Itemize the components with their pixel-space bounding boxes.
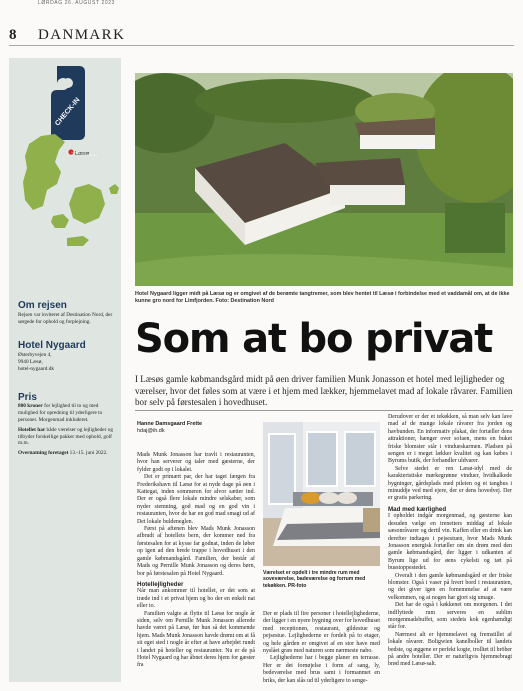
bornholm-shape (109, 184, 119, 194)
pris-item (18, 427, 114, 447)
zealand-shape (69, 184, 105, 224)
main-photo-caption: Hotel Nygaard ligger midt på Læsø og er omgivet af de berømte tangtremer, som blev hentet til Læsø i forbindelse med et vaddamål om, at de ikke kunne gro nord for Limfjorden. Foto: Destination Nord (135, 291, 510, 304)
laeso-label: Læsø (75, 151, 90, 157)
subheading: Hotellejligheder (137, 580, 184, 588)
hotel-address-line: 9940 Læsø, (18, 358, 43, 365)
article-paragraph: Overalt i den gamle købmandsgård er der friske blomster. Også i vaser på hvert bord i restauranten, og det giver igen en fornemmelse af at være velkommen, og at nogen har gjort sig umage. (388, 572, 512, 601)
article-paragraph: Lejlighederne har i begge planer en terrasse. Her er det fornøjelse i form af sang, ly, bedeværelse med brus samt i formanmet en briks, der kan slås ud til yderligere to senge- (263, 655, 380, 684)
check-in-label: CHECK-IN (54, 96, 82, 128)
jutland-shape (23, 134, 65, 210)
article-paragraph: Selve stedet er ren Læsø-idyl med de karakteristiske mørkegrønne vinduer, hvidkalkede bygninger, gårdsplads med pileien og et tangbus i minuddje ved med ejere, der er dens hovedvej. Der er gratis parkering. (388, 465, 512, 502)
pris-item (18, 450, 114, 457)
article-paragraph: I opholdet indgår morgenmad, og gæsterne kan desuden vælge en trenetters middag af lokale sæsonråvarer og dertil vin. Kaffen eller en drink kan derefter indtages i pejsestuen, hvor Mads Munk Jonasson energisk fortæller om sin drøm med den gamle købmandsgård, der ligger i udkanten af Byrum lige ud for øens cykelsti og tæt på busstoppestedet. (388, 513, 512, 572)
section-title: DANMARK (38, 27, 126, 43)
pris-item-text: 13.-15. juni 2022. (68, 450, 108, 457)
byline-email[interactable]: hdaj@ih.dk (137, 428, 165, 434)
article-paragraph: Der er plads til fire personer i hotellejlighederne, der ligger i en nyere bygning over for hovedhuset med receptionen, restaurant, gildestue og pejsestue. Lejlighederne er fordelt på to etager, og hele gården er omgivet af en stor have med nyslået græs med naturen som nærmeste nabo. (263, 611, 380, 655)
room-photo (263, 422, 380, 566)
article-column-1 (137, 452, 255, 670)
pris-item-text: både værelser og lejligheder og tilbyder forskellige pakker med ophold, golf m.m. (18, 426, 114, 447)
lead-paragraph: I Læsøs gamle købmandsgård midt på øen driver familien Munk Jonasson et hotel med lejligheder og værelser, hvor det føles som at være i et hjem med lækker, hjemmelavet mad af lokale råvarer. Familien bor selv på førstesalen i hovedhuset. (135, 374, 513, 408)
lolland-shape (67, 236, 89, 246)
door-hanger-hole-icon (63, 78, 73, 88)
denmark-map (9, 58, 121, 283)
article-paragraph: Familien valgte at flytte til Læsø for nogle år siden, selv om Pernille Munk Jonasson allerede havde været på Læsø, før hun så det kommende hjem. Mads Munk Jonasson havde drømt om at få sit eget sted i nogle år efter at have arbejdet rundt i landet på hoteller og restauranter. Nu er de på Hotel Nygaard og har åbnet deres hjem for gæster fra (137, 610, 255, 669)
date-line: LØRDAG 26. AUGUST 2023 (38, 0, 116, 6)
byline (137, 421, 202, 435)
byline-name: Hanne Damsgaard Frette (137, 421, 203, 427)
subheading: Mad med kærlighed (388, 505, 447, 513)
room-photo-caption: Værelset er opdelt i tre mindre rum med soveværelse, badeværelse og forrum med tekøkken. PR-foto (263, 570, 366, 589)
article-paragraph: Det er primært par, der har taget færgen fra Frederikshavn til Læsø for at nyde dage på øen i Kattegat, inden sommeren for alvor sætter ind. Der er også flere lokale mindre selskaber, som nyder stemning, god mad og en god vin i restauranten, hvor de har en god mad smagt ud af Det lokale buldeneglen. (137, 474, 255, 525)
hotel-title: Hotel Nygaard (18, 340, 86, 352)
pris-item (18, 403, 114, 423)
article-column-2 (263, 611, 380, 685)
pris-item-lead: 800 kroner (18, 403, 43, 410)
pris-item-lead: Hotellet har (18, 426, 46, 433)
hotel-aerial-photo (135, 73, 513, 286)
article-paragraph: Mads Munk Jonasson har travlt i restauranten, hvor han serverer og taler med gæsterne, der fylder godt op i lokalet. (137, 452, 255, 473)
sidebar-info (18, 300, 114, 457)
article-paragraph: Nærmest alt er hjemmelavet og fremstillet af lokale råvarer. Boligwien kanelboller til landets bedste, og æggene er perfekt kogte, trolltet til bröber på andre hoteller. Der er naturligvis hjemmebragt brød med Læsø-salt. (388, 631, 512, 668)
article-paragraph: Det har de også i køkkenet om morgenen. I det indflyttede rum serveres en sublim morgenmadsbuffet, som stedets kok egenhændigt står for. (388, 602, 512, 631)
pris-title: Pris (18, 391, 37, 403)
om-rejsen-text: Rejsen var inviteret af Destination Nord, der sørgede for ophold og forplejning. (18, 311, 113, 325)
article-column-3 (388, 414, 512, 669)
om-rejsen-title: Om rejsen (18, 300, 67, 311)
headline: Som at bo privat (135, 316, 493, 362)
article-paragraph: Først på aftenen blev Mads Munk Jonasson afbrudt af hotellets bern, der kommer ned fra førstesalen for at kysse far godnat, inden de løber op igen ad den brede trappe i hovedhuset i den gamle købmandsgård. Familien, der består af Mads og Pernille Munk Jonasson og deres børn, bor på førstesalen på Hotel Nygaard. (137, 526, 255, 577)
pris-item-lead: Overnatning foretaget (18, 450, 69, 457)
funen-shape (51, 214, 69, 228)
article-paragraph: Når man ankommer til hotellet, er det som at træde ind i et privat hjem og bo der en enkelt nat eller to. (137, 588, 255, 610)
hotel-address-line: Østerbyvejen 4, (18, 352, 52, 359)
page-number: 8 (9, 27, 17, 43)
pris-item-text: for lejlighed til to og med mulighed for opredning til yderligere to personer. Morgenmad inkluderet. (18, 403, 103, 423)
header-rule (9, 45, 514, 46)
article-paragraph: Derudover er der et tekøkken, så man selv kan lave mad af de mange lokale råvarer fra jorden og havbunden. En informativ plakat, der fortæller dens attraktioner, hænger over sofaen, mens en buket friske blomster står i vindueskarmen. Pladsen på sengen er i meget lækker kvalitet og kan købes i Byrums butik, der forhandler uldvarer. (388, 414, 512, 465)
hotel-website-link[interactable]: hotel-nygaard.dk (18, 365, 55, 372)
column-rule (135, 410, 513, 411)
